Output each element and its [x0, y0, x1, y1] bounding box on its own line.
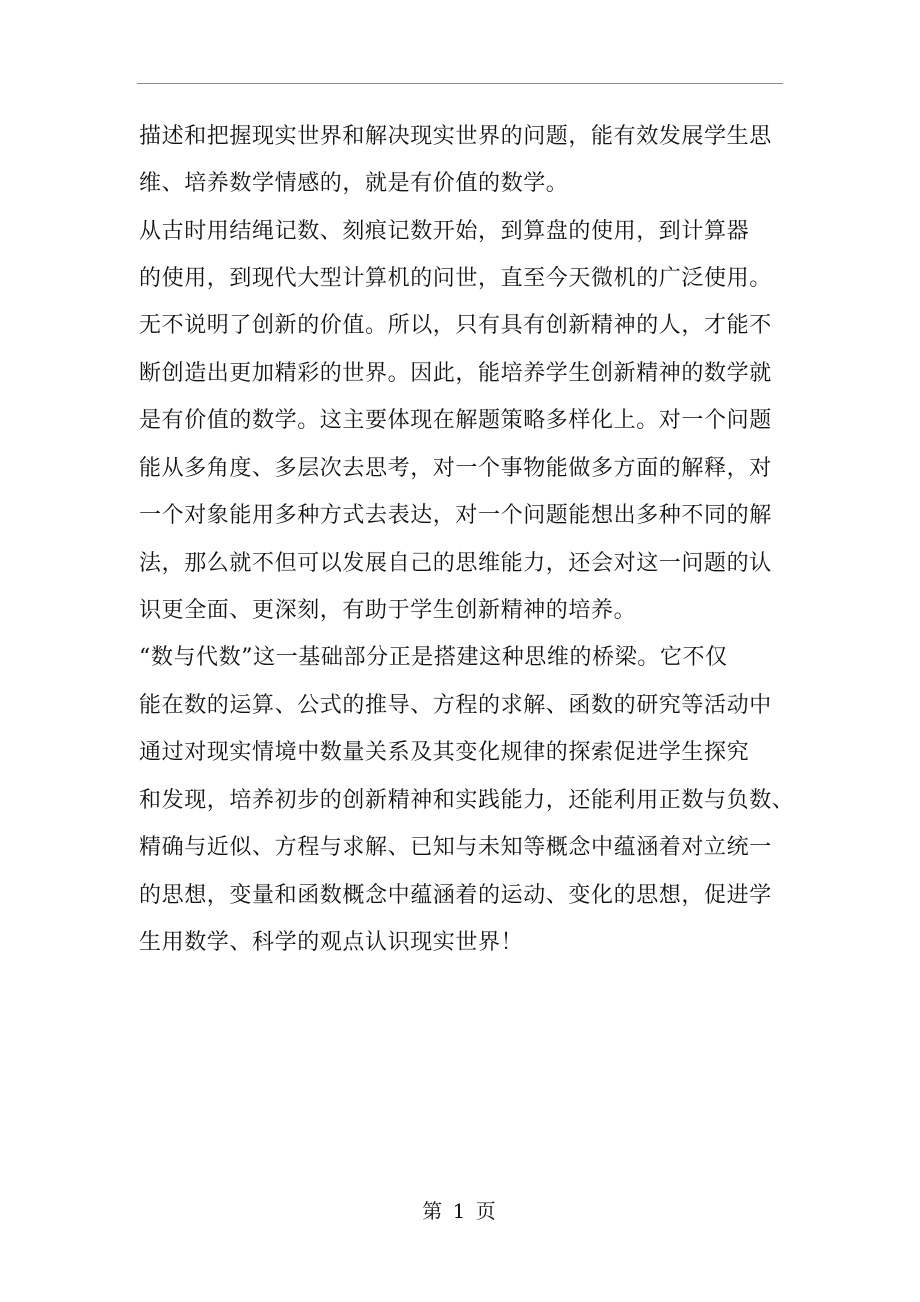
text-line: 是有价值的数学。这主要体现在解题策略多样化上。对一个问题: [139, 408, 772, 433]
text-line: 和发现，培养初步的创新精神和实践能力，还能利用正数与负数、: [139, 788, 795, 813]
text-line: 精确与近似、方程与求解、已知与未知等概念中蕴涵着对立统一: [139, 835, 772, 860]
text-line: 一个对象能用多种方式去表达，对一个问题能想出多种不同的解: [139, 503, 772, 528]
text-line: 断创造出更加精彩的世界。因此，能培养学生创新精神的数学就: [139, 361, 772, 386]
text-line: 通过对现实情境中数量关系及其变化规律的探索促进学生探究: [139, 740, 750, 765]
text-line: 的思想，变量和函数概念中蕴涵着的运动、变化的思想，促进学: [139, 883, 772, 908]
text-line: 生用数学、科学的观点认识现实世界！: [139, 930, 524, 955]
text-line: 维、培养数学情感的，就是有价值的数学。: [139, 171, 569, 196]
text-line: 无不说明了创新的价值。所以，只有具有创新精神的人，才能不: [139, 313, 772, 338]
header-rule: [137, 83, 783, 84]
text-line: 描述和把握现实世界和解决现实世界的问题，能有效发展学生思: [139, 124, 772, 149]
page-number: 第 1 页: [422, 1199, 498, 1223]
text-line: 能在数的运算、公式的推导、方程的求解、函数的研究等活动中: [139, 693, 772, 718]
text-line: 能从多角度、多层次去思考，对一个事物能做多方面的解释，对: [139, 456, 772, 481]
text-line: 的使用，到现代大型计算机的问世，直至今天微机的广泛使用。: [139, 266, 772, 291]
text-line: “数与代数”这一基础部分正是搭建这种思维的桥梁。它不仅: [139, 645, 728, 670]
text-line: 法，那么就不但可以发展自己的思维能力，还会对这一问题的认: [139, 551, 772, 576]
text-line: 从古时用结绳记数、刻痕记数开始，到算盘的使用，到计算器: [139, 219, 750, 244]
text-line: 识更全面、更深刻，有助于学生创新精神的培养。: [139, 598, 637, 623]
